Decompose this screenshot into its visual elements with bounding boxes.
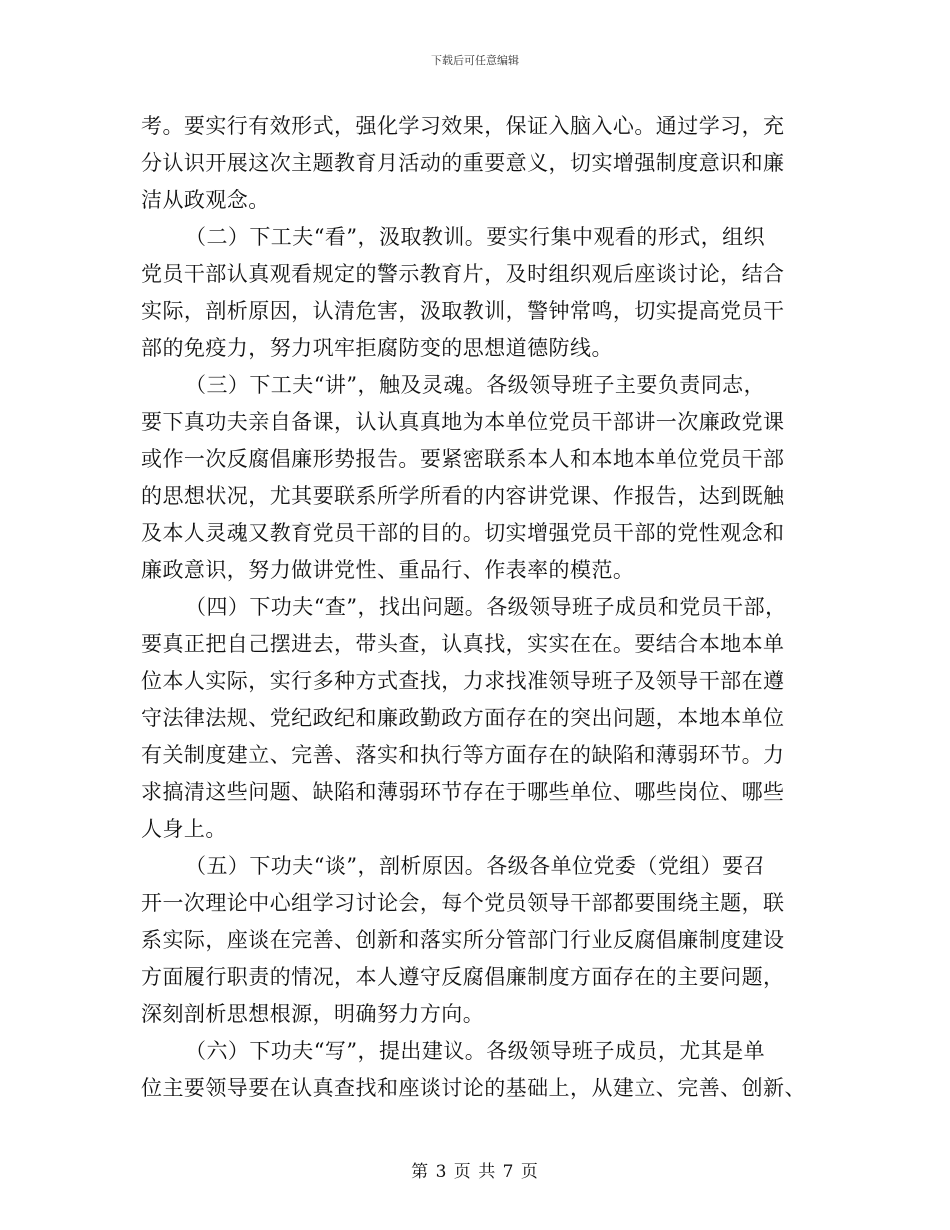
text-line: 开一次理论中心组学习讨论会，每个党员领导干部都要围绕主题，联 (141, 891, 785, 915)
text-line: 廉政意识，努力做讲党性、重品行、作表率的模范。 (141, 558, 635, 582)
paragraph-first-line: （四）下功夫“查”，找出问题。各级领导班子成员和党员干部， (185, 595, 787, 619)
paragraph-first-line: （二）下工夫“看”，汲取教训。要实行集中观看的形式，组织 (185, 225, 766, 249)
paragraph-first-line: （五）下功夫“谈”，剖析原因。各级各单位党委（党组）要召 (185, 854, 766, 878)
text-line: 要真正把自己摆进去，带头查，认真找，实实在在。要结合本地本单 (141, 632, 785, 656)
text-line: 求搞清这些问题、缺陷和薄弱环节存在于哪些单位、哪些岗位、哪些 (141, 780, 785, 804)
text-line: 系实际，座谈在完善、创新和落实所分管部门行业反腐倡廉制度建设 (141, 928, 785, 952)
text-line: 深刻剖析思想根源，明确努力方向。 (141, 1002, 485, 1026)
text-line: 部的免疫力，努力巩牢拒腐防变的思想道德防线。 (141, 336, 613, 360)
document-body (141, 108, 821, 1107)
page-header: 下载后可任意编辑 (431, 54, 519, 67)
text-line: 的思想状况，尤其要联系所学所看的内容讲党课、作报告，达到既触 (141, 484, 785, 508)
text-line: 守法律法规、党纪政纪和廉政勤政方面存在的突出问题，本地本单位 (141, 706, 785, 730)
text-line: 位主要领导要在认真查找和座谈讨论的基础上，从建立、完善、创新、 (141, 1076, 806, 1100)
text-line: 分认识开展这次主题教育月活动的重要意义，切实增强制度意识和廉 (141, 151, 785, 175)
text-line: 人身上。 (141, 817, 227, 841)
text-line: 有关制度建立、完善、落实和执行等方面存在的缺陷和薄弱环节。力 (141, 743, 785, 767)
text-line: 考。要实行有效形式，强化学习效果，保证入脑入心。通过学习，充 (141, 114, 785, 138)
text-line: 洁从政观念。 (141, 188, 270, 212)
text-line: 党员干部认真观看规定的警示教育片，及时组织观后座谈讨论，结合 (141, 262, 785, 286)
text-line: 要下真功夫亲自备课，认认真真地为本单位党员干部讲一次廉政党课 (141, 410, 785, 434)
text-line: 及本人灵魂又教育党员干部的目的。切实增强党员干部的党性观念和 (141, 521, 785, 545)
paragraph-first-line: （三）下工夫“讲”，触及灵魂。各级领导班子主要负责同志， (185, 373, 766, 397)
text-line: 方面履行职责的情况，本人遵守反腐倡廉制度方面存在的主要问题， (141, 965, 785, 989)
text-line: 实际，剖析原因，认清危害，汲取教训，警钟常鸣，切实提高党员干 (141, 299, 785, 323)
page-footer: 第 3 页 共 7 页 (411, 1162, 539, 1182)
text-line: 或作一次反腐倡廉形势报告。要紧密联系本人和本地本单位党员干部 (141, 447, 785, 471)
text-line: 位本人实际，实行多种方式查找，力求找准领导班子及领导干部在遵 (141, 669, 785, 693)
paragraph-first-line: （六）下功夫“写”，提出建议。各级领导班子成员，尤其是单 (185, 1039, 766, 1063)
